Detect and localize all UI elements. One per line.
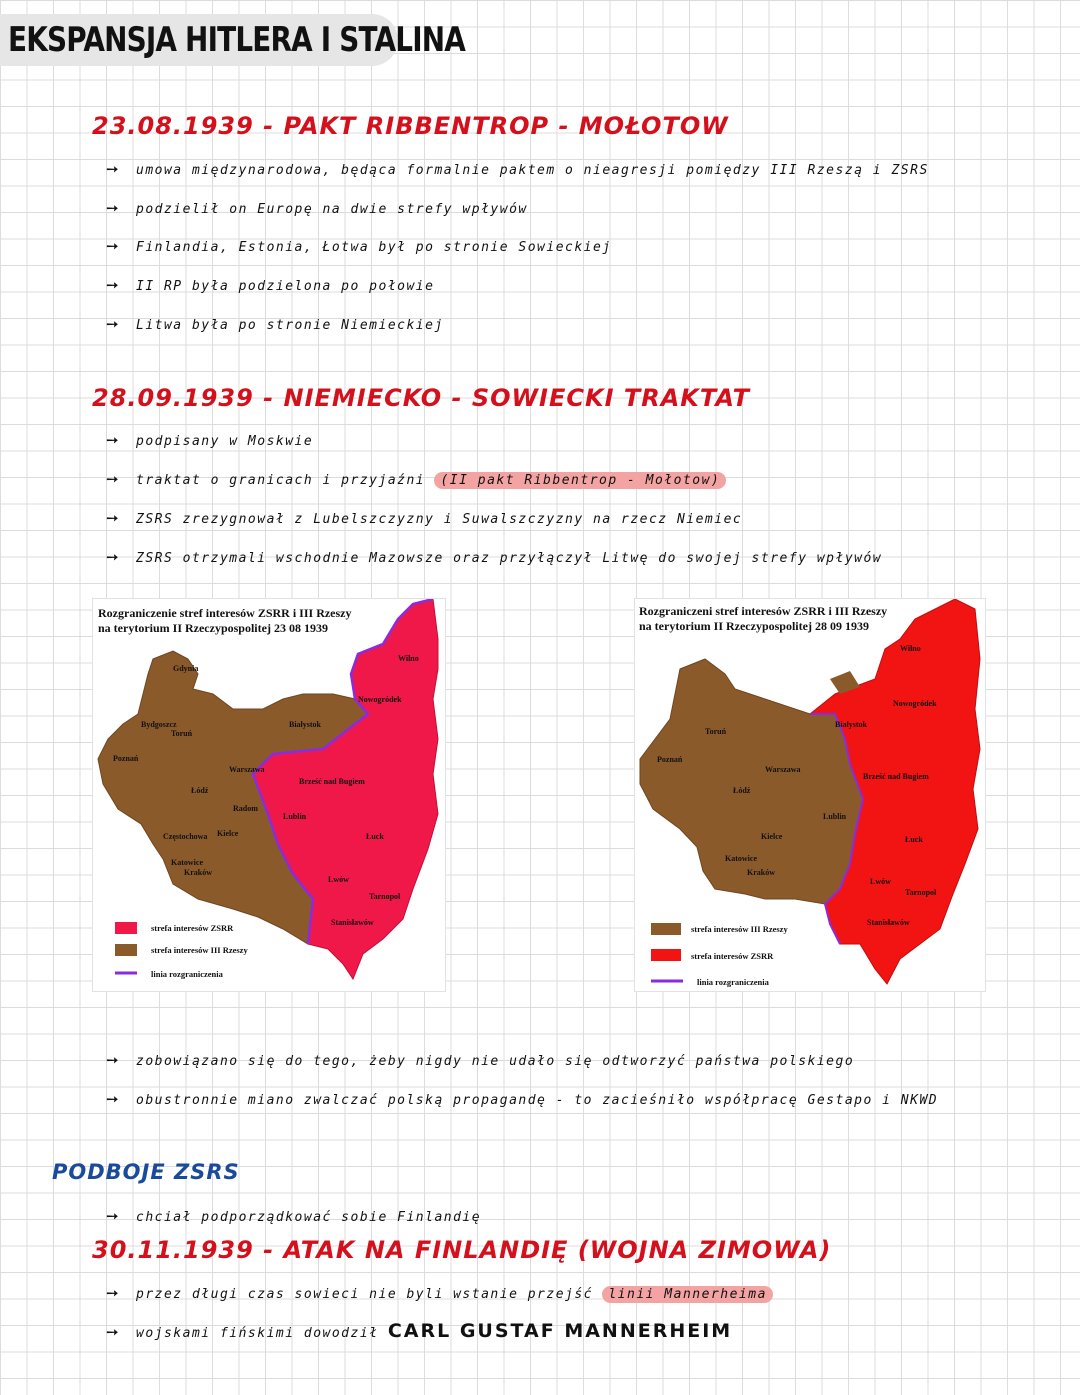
city-label: Kraków xyxy=(184,868,212,877)
arrow-icon: ➙ xyxy=(106,1090,121,1108)
arrow-icon: ➙ xyxy=(106,431,121,449)
legend-swatch xyxy=(651,923,681,935)
arrow-icon: ➙ xyxy=(106,548,121,566)
list-item: ➙ wojskami fińskimi dowodził CARL GUSTAF MANNERHEIM xyxy=(106,1320,733,1342)
city-label: Łuck xyxy=(905,835,923,844)
arrow-icon: ➙ xyxy=(106,470,121,488)
list-item: ➙ ZSRS otrzymali wschodnie Mazowsze oraz przyłączył Litwę do swojej strefy wpływów xyxy=(106,548,883,566)
arrow-icon: ➙ xyxy=(106,276,121,294)
city-label: Toruń xyxy=(705,727,727,736)
city-label: Kielce xyxy=(761,832,783,841)
map-title: Rozgraniczeni stref interesów ZSRR i III Rzeszy na terytorium II Rzeczypospolitej 28 09 1939 xyxy=(639,604,888,633)
city-label: Nowogródek xyxy=(893,699,937,708)
list-item: ➙ umowa międzynarodowa, będąca formalnie paktem o nieagresji pomiędzy III Rzeszą i ZSRS xyxy=(106,160,929,178)
highlight-note: linii Mannerheima xyxy=(602,1286,773,1303)
section2-heading: 28.09.1939 - NIEMIECKO - SOWIECKI TRAKTAT xyxy=(92,384,751,412)
commander-name: CARL GUSTAF MANNERHEIM xyxy=(387,1320,733,1342)
map-1939-08 xyxy=(92,598,446,992)
city-label: Białystok xyxy=(835,720,868,729)
city-label: Warszawa xyxy=(229,765,265,774)
city-label: Warszawa xyxy=(765,765,801,774)
city-label: Lwów xyxy=(328,875,349,884)
list-item: ➙ traktat o granicach i przyjaźni (II pakt Ribbentrop - Mołotow) xyxy=(106,470,726,488)
highlight-note: (II pakt Ribbentrop - Mołotow) xyxy=(434,472,726,489)
list-item: ➙ ZSRS zrezygnował z Lubelszczyzny i Suwalszczyzny na rzecz Niemiec xyxy=(106,509,743,527)
legend-label: strefa interesów III Rzeszy xyxy=(691,924,788,934)
arrow-icon: ➙ xyxy=(106,237,121,255)
arrow-icon: ➙ xyxy=(106,160,121,178)
list-item: ➙ Litwa była po stronie Niemieckiej xyxy=(106,315,444,333)
list-item: ➙ podpisany w Moskwie xyxy=(106,431,314,449)
city-label: Białystok xyxy=(289,720,322,729)
city-label: Lublin xyxy=(283,812,307,821)
arrow-icon: ➙ xyxy=(106,509,121,527)
section3-subheading: 30.11.1939 - ATAK NA FINLANDIĘ (WOJNA ZIMOWA) xyxy=(92,1236,832,1264)
city-label: Wilno xyxy=(900,644,921,653)
city-label: Tarnopol xyxy=(905,888,937,897)
arrow-icon: ➙ xyxy=(106,1207,121,1225)
section3-heading: PODBOJE ZSRS xyxy=(52,1160,240,1184)
city-label: Gdynia xyxy=(173,664,199,673)
list-item: ➙ II RP była podzielona po połowie xyxy=(106,276,435,294)
city-label: Bydgoszcz xyxy=(141,720,177,729)
list-item: ➙ przez długi czas sowieci nie byli wstanie przejść linii Mannerheima xyxy=(106,1284,773,1302)
city-label: Poznań xyxy=(113,754,139,763)
legend-swatch xyxy=(115,944,137,956)
city-label: Wilno xyxy=(398,654,419,663)
section1-heading: 23.08.1939 - PAKT RIBBENTROP - MOŁOTOW xyxy=(92,112,729,140)
city-label: Tarnopol xyxy=(369,892,401,901)
list-item: ➙ obustronnie miano zwalczać polską propagandę - to zacieśniło współpracę Gestapo i NKWD xyxy=(106,1090,939,1108)
arrow-icon: ➙ xyxy=(106,199,121,217)
city-label: Łódź xyxy=(191,786,209,795)
arrow-icon: ➙ xyxy=(106,1323,121,1341)
map-1939-09 xyxy=(634,598,986,992)
page-title: EKSPANSJA HITLERA I STALINA xyxy=(8,20,466,60)
legend-swatch xyxy=(115,922,137,934)
list-item: ➙ podzielił on Europę na dwie strefy wpływów xyxy=(106,199,528,217)
map-legend xyxy=(115,922,248,979)
city-label: Lublin xyxy=(823,812,847,821)
legend-label: linia rozgraniczenia xyxy=(697,977,769,987)
map-legend xyxy=(651,923,788,987)
city-label: Stanisławów xyxy=(331,918,374,927)
city-label: Kraków xyxy=(747,868,775,877)
legend-label: strefa interesów ZSRR xyxy=(151,923,234,933)
city-label: Radom xyxy=(233,804,258,813)
legend-label: linia rozgraniczenia xyxy=(151,969,223,979)
city-label: Brześć nad Bugiem xyxy=(863,772,929,781)
legend-label: strefa interesów ZSRR xyxy=(691,951,774,961)
city-label: Katowice xyxy=(171,858,203,867)
city-label: Łuck xyxy=(366,832,384,841)
map-title: Rozgraniczenie stref interesów ZSRR i III Rzeszy na terytorium II Rzeczypospolitej 23 08 1939 xyxy=(98,606,352,635)
legend-swatch xyxy=(651,949,681,961)
list-item: ➙ zobowiązano się do tego, żeby nigdy nie udało się odtworzyć państwa polskiego xyxy=(106,1051,855,1069)
map-graphic xyxy=(635,599,985,991)
legend-label: strefa interesów III Rzeszy xyxy=(151,945,248,955)
city-label: Kielce xyxy=(217,829,239,838)
city-label: Stanisławów xyxy=(867,918,910,927)
list-item: ➙ Finlandia, Estonia, Łotwa był po stronie Sowieckiej xyxy=(106,237,612,255)
arrow-icon: ➙ xyxy=(106,1284,121,1302)
city-label: Nowogródek xyxy=(358,695,402,704)
city-label: Katowice xyxy=(725,854,757,863)
map-graphic xyxy=(93,599,445,991)
city-label: Poznań xyxy=(657,755,683,764)
list-item: ➙ chciał podporządkować sobie Finlandię xyxy=(106,1207,482,1225)
city-label: Lwów xyxy=(870,877,891,886)
city-label: Częstochowa xyxy=(163,832,208,841)
city-label: Toruń xyxy=(171,729,193,738)
arrow-icon: ➙ xyxy=(106,1051,121,1069)
city-label: Łódź xyxy=(733,786,751,795)
arrow-icon: ➙ xyxy=(106,315,121,333)
city-label: Brześć nad Bugiem xyxy=(299,777,365,786)
